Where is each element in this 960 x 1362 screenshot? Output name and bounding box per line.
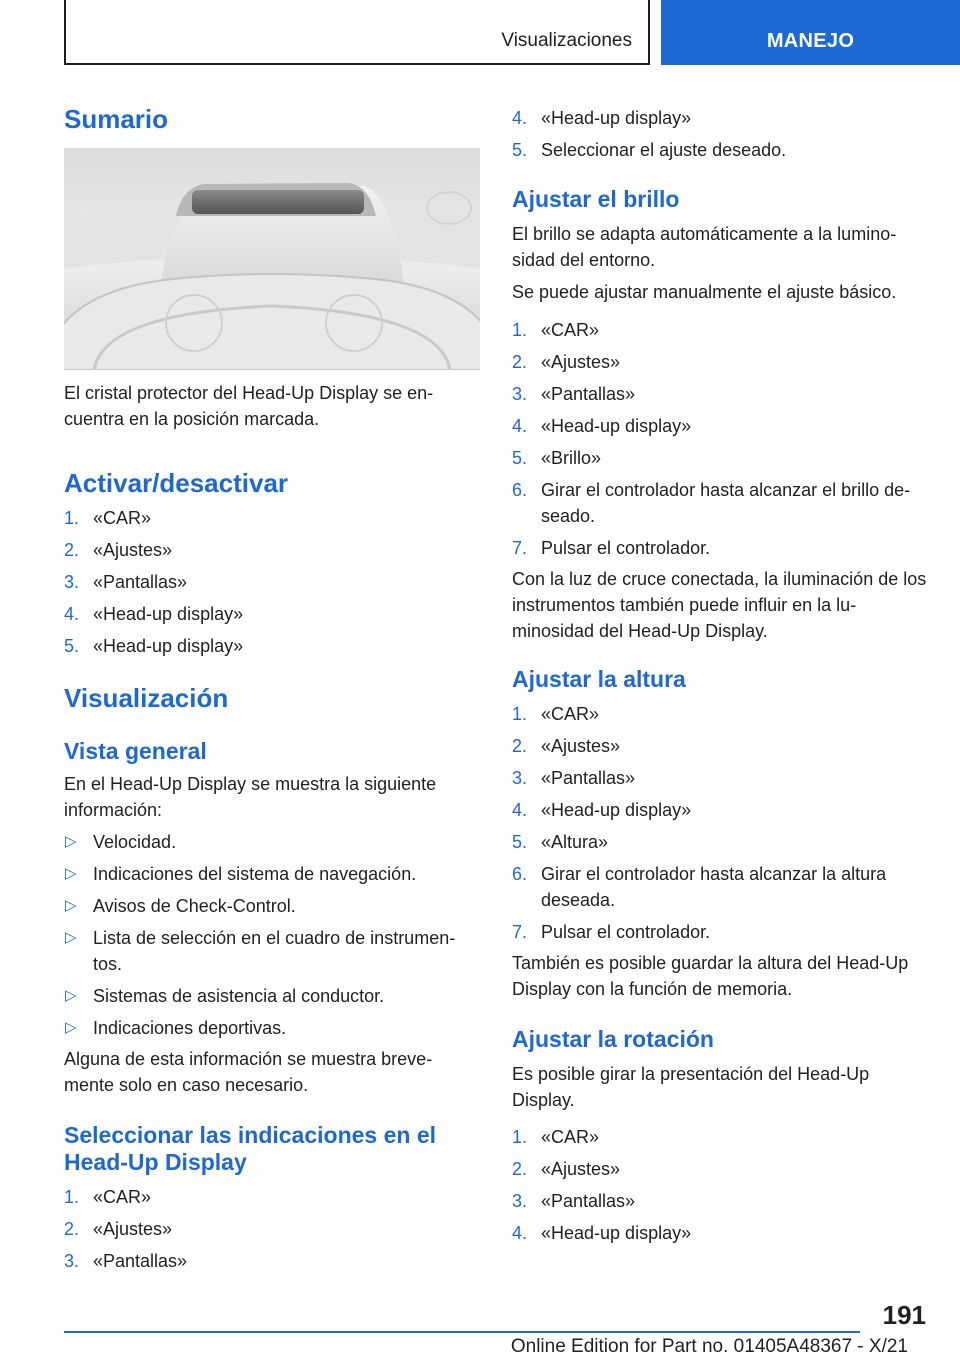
list-item: 3. «Pantallas» — [512, 1191, 636, 1211]
list-item: 1. «CAR» — [512, 320, 600, 340]
heading-seleccionar: Seleccionar las indicaciones en el Head-Up Display — [64, 1122, 437, 1175]
heading-brillo: Ajustar el brillo — [512, 186, 680, 212]
list-item: 1. «CAR» — [512, 1127, 600, 1147]
page-number: 191 — [882, 1300, 926, 1330]
list-item: ▷ Sistemas de asistencia al conductor. — [64, 983, 482, 1009]
triangle-bullet-icon: ▷ — [65, 865, 77, 882]
list-item: 2. «Ajustes» — [64, 540, 173, 560]
list-item: 6. Girar el controlador hasta alcanzar la altura deseada. — [512, 864, 887, 910]
triangle-bullet-icon: ▷ — [65, 929, 77, 946]
heading-visualizacion: Visualización — [64, 683, 229, 713]
footer-edition: Online Edition for Part no. 01405A48367 - X/21 — [510, 1336, 908, 1357]
chapter-label: MANEJO — [766, 30, 855, 52]
brillo-p2: Se puede ajustar manualmente el ajuste básico. — [512, 282, 897, 302]
list-item: ▷ Indicaciones del sistema de navegación. — [64, 861, 482, 887]
list-item: 2. «Ajustes» — [512, 1159, 621, 1179]
header-section-box — [64, 0, 650, 65]
brillo-p1: El brillo se adapta automáticamente a la lumino-sidad del entorno. — [512, 224, 897, 270]
chapter-tab[interactable] — [661, 0, 960, 65]
heading-sumario: Sumario — [64, 104, 169, 134]
seleccionar-steps-cont — [512, 105, 930, 169]
activar-steps — [64, 505, 482, 665]
list-item: ▷ Velocidad. — [64, 829, 482, 855]
triangle-bullet-icon: ▷ — [65, 987, 77, 1004]
vista-bullets — [64, 829, 482, 1047]
list-item: 3. «Pantallas» — [512, 768, 636, 788]
list-item: 3. «Pantallas» — [64, 572, 188, 592]
list-item: ▷ Avisos de Check-Control. — [64, 893, 482, 919]
rotacion-p: Es posible girar la presentación del Head-Up Display. — [512, 1064, 870, 1110]
list-item: 7. Pulsar el controlador. — [512, 922, 711, 942]
vista-note: Alguna de esta información se muestra breve-mente solo en caso necesario. — [64, 1049, 433, 1095]
header-section-title: Visualizaciones — [501, 30, 632, 51]
list-item: 5. «Head-up display» — [64, 636, 244, 656]
list-item: ▷ Lista de selección en el cuadro de instrumen-tos. — [64, 925, 482, 977]
hud-figure — [64, 148, 480, 370]
vista-intro: En el Head-Up Display se muestra la siguiente información: — [64, 774, 437, 820]
altura-note: También es posible guardar la altura del Head-Up Display con la función de memoria. — [512, 953, 909, 999]
figure-caption: El cristal protector del Head-Up Display se en-cuentra en la posición marcada. — [64, 383, 434, 429]
heading-vista-general: Vista general — [64, 738, 207, 764]
list-item: 5. Seleccionar el ajuste deseado. — [512, 140, 787, 160]
hud-photo-illustration — [64, 148, 480, 370]
list-item: 1. «CAR» — [64, 1187, 152, 1207]
heading-altura: Ajustar la altura — [512, 666, 686, 692]
list-item: 6. Girar el controlador hasta alcanzar el brillo de-seado. — [512, 480, 911, 526]
list-item: 3. «Pantallas» — [64, 1251, 188, 1271]
triangle-bullet-icon: ▷ — [65, 1019, 77, 1036]
list-item: 2. «Ajustes» — [512, 352, 621, 372]
rotacion-steps — [512, 1124, 930, 1252]
triangle-bullet-icon: ▷ — [65, 897, 77, 914]
footer-divider — [64, 1331, 860, 1333]
list-item: 1. «CAR» — [512, 704, 600, 724]
list-item: 4. «Head-up display» — [512, 1223, 692, 1243]
altura-steps — [512, 701, 930, 951]
brillo-note: Con la luz de cruce conectada, la iluminación de los instrumentos también puede influir en la lu-minosidad del Head-Up Display. — [512, 569, 927, 641]
list-item: 7. Pulsar el controlador. — [512, 538, 711, 558]
list-item: 4. «Head-up display» — [512, 800, 692, 820]
list-item: ▷ Indicaciones deportivas. — [64, 1015, 482, 1041]
list-item: 4. «Head-up display» — [512, 416, 692, 436]
brillo-steps — [512, 317, 930, 567]
list-item: 1. «CAR» — [64, 508, 152, 528]
seleccionar-steps — [64, 1184, 482, 1280]
heading-rotacion: Ajustar la rotación — [512, 1026, 714, 1052]
list-item: 3. «Pantallas» — [512, 384, 636, 404]
heading-activar: Activar/desactivar — [64, 468, 289, 498]
list-item: 2. «Ajustes» — [64, 1219, 173, 1239]
list-item: 5. «Brillo» — [512, 448, 602, 468]
list-item: 5. «Altura» — [512, 832, 609, 852]
list-item: 2. «Ajustes» — [512, 736, 621, 756]
list-item: 4. «Head-up display» — [64, 604, 244, 624]
list-item: 4. «Head-up display» — [512, 108, 692, 128]
triangle-bullet-icon: ▷ — [65, 833, 77, 850]
